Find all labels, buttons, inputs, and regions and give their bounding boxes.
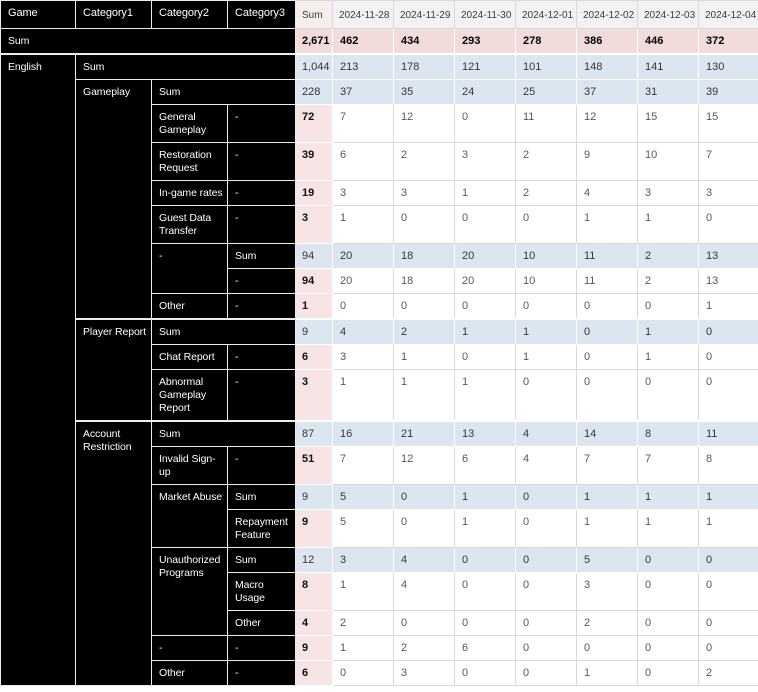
row-label-dash: - (152, 244, 228, 294)
row-label-market-abuse: Market Abuse (152, 485, 228, 548)
value-cell: 12 (394, 105, 455, 143)
row-label-dash: - (228, 206, 296, 244)
value-cell: 101 (516, 54, 577, 80)
value-cell: 0 (516, 611, 577, 636)
sum-cell: 39 (296, 143, 333, 181)
value-cell: 2 (638, 244, 699, 269)
sum-cell: 3 (296, 206, 333, 244)
row-label-sum: Sum (152, 421, 296, 447)
value-cell: 1 (699, 510, 758, 548)
value-cell: 14 (577, 421, 638, 447)
value-cell: 13 (455, 421, 516, 447)
row-label-restoration-request: Restoration Request (152, 143, 228, 181)
table-row (1, 54, 758, 80)
col-header-date-2024-12-02: 2024-12-02 (577, 1, 638, 29)
value-cell: 20 (455, 269, 516, 294)
value-cell: 4 (333, 319, 394, 345)
value-cell: 1 (638, 206, 699, 244)
value-cell: 2 (394, 319, 455, 345)
value-cell: 3 (699, 181, 758, 206)
row-label-dash: - (228, 269, 296, 294)
row-label-dash: - (152, 636, 228, 661)
value-cell: 148 (577, 54, 638, 80)
value-cell: 35 (394, 80, 455, 105)
value-cell: 1 (394, 345, 455, 370)
row-label-dash: - (228, 636, 296, 661)
value-cell: 11 (699, 421, 758, 447)
row-label-guest-data-transfer: Guest Data Transfer (152, 206, 228, 244)
value-cell: 8 (638, 421, 699, 447)
value-cell: 20 (333, 244, 394, 269)
value-cell: 0 (455, 206, 516, 244)
value-cell: 4 (516, 447, 577, 485)
value-cell: 0 (516, 485, 577, 510)
value-cell: 0 (699, 370, 758, 422)
sum-cell: 3 (296, 370, 333, 422)
value-cell: 0 (394, 510, 455, 548)
value-cell: 25 (516, 80, 577, 105)
value-cell: 1 (333, 370, 394, 422)
value-cell: 37 (333, 80, 394, 105)
value-cell: 0 (394, 611, 455, 636)
value-cell: 2 (394, 636, 455, 661)
value-cell: 37 (577, 80, 638, 105)
value-cell: 0 (455, 548, 516, 573)
value-cell: 7 (333, 105, 394, 143)
value-cell: 5 (333, 510, 394, 548)
value-cell: 3 (638, 181, 699, 206)
value-cell: 0 (394, 206, 455, 244)
value-cell: 15 (638, 105, 699, 143)
row-label-dash: - (228, 661, 296, 686)
value-cell: 1 (516, 319, 577, 345)
value-cell: 4 (394, 548, 455, 573)
row-label-dash: - (228, 447, 296, 485)
col-header-date-2024-12-04: 2024-12-04 (699, 1, 758, 29)
sum-cell: 94 (296, 269, 333, 294)
value-cell: 1 (638, 345, 699, 370)
value-cell: 278 (516, 29, 577, 55)
sum-cell: 9 (296, 636, 333, 661)
row-label-account-restriction: Account Restriction (76, 421, 152, 686)
sum-cell: 9 (296, 510, 333, 548)
value-cell: 1 (455, 510, 516, 548)
value-cell: 0 (455, 611, 516, 636)
row-label-dash: - (228, 345, 296, 370)
row-label-other: Other (152, 661, 228, 686)
value-cell: 293 (455, 29, 516, 55)
value-cell: 3 (394, 181, 455, 206)
value-cell: 2 (638, 269, 699, 294)
sum-cell: 51 (296, 447, 333, 485)
value-cell: 0 (333, 661, 394, 686)
value-cell: 11 (577, 244, 638, 269)
value-cell: 7 (699, 143, 758, 181)
value-cell: 1 (638, 510, 699, 548)
value-cell: 4 (577, 181, 638, 206)
value-cell: 0 (577, 345, 638, 370)
row-label-dash: - (228, 294, 296, 320)
value-cell: 16 (333, 421, 394, 447)
value-cell: 0 (638, 661, 699, 686)
value-cell: 4 (516, 421, 577, 447)
value-cell: 9 (577, 143, 638, 181)
value-cell: 0 (577, 636, 638, 661)
value-cell: 0 (394, 294, 455, 320)
value-cell: 0 (455, 573, 516, 611)
value-cell: 21 (394, 421, 455, 447)
value-cell: 1 (699, 294, 758, 320)
row-label-sum: Sum (228, 485, 296, 510)
value-cell: 0 (699, 548, 758, 573)
value-cell: 20 (333, 269, 394, 294)
row-label-player-report: Player Report (76, 319, 152, 421)
value-cell: 3 (333, 181, 394, 206)
row-label-invalid-sign-up: Invalid Sign-up (152, 447, 228, 485)
sum-cell: 4 (296, 611, 333, 636)
value-cell: 5 (577, 548, 638, 573)
col-header-date-2024-12-03: 2024-12-03 (638, 1, 699, 29)
col-header-sum: Sum (296, 1, 333, 29)
value-cell: 0 (516, 573, 577, 611)
value-cell: 3 (577, 573, 638, 611)
row-label-english: English (1, 54, 76, 686)
value-cell: 462 (333, 29, 394, 55)
row-label-in-game-rates: In-game rates (152, 181, 228, 206)
sum-cell: 9 (296, 485, 333, 510)
col-header-date-2024-11-28: 2024-11-28 (333, 1, 394, 29)
row-label-sum: Sum (152, 80, 296, 105)
value-cell: 2 (516, 143, 577, 181)
sum-cell: 8 (296, 573, 333, 611)
value-cell: 0 (638, 611, 699, 636)
col-header-date-2024-11-30: 2024-11-30 (455, 1, 516, 29)
value-cell: 1 (699, 485, 758, 510)
value-cell: 13 (699, 244, 758, 269)
value-cell: 4 (394, 573, 455, 611)
value-cell: 13 (699, 269, 758, 294)
value-cell: 0 (577, 370, 638, 422)
sum-cell: 94 (296, 244, 333, 269)
value-cell: 0 (638, 573, 699, 611)
sum-cell: 9 (296, 319, 333, 345)
value-cell: 1 (577, 206, 638, 244)
row-label-sum: Sum (76, 54, 296, 80)
value-cell: 0 (516, 661, 577, 686)
col-header-date-2024-12-01: 2024-12-01 (516, 1, 577, 29)
value-cell: 12 (577, 105, 638, 143)
value-cell: 0 (516, 206, 577, 244)
value-cell: 15 (699, 105, 758, 143)
value-cell: 1 (577, 485, 638, 510)
value-cell: 11 (577, 269, 638, 294)
col-header-category3: Category3 (228, 1, 296, 29)
value-cell: 1 (455, 181, 516, 206)
value-cell: 1 (455, 319, 516, 345)
value-cell: 6 (333, 143, 394, 181)
value-cell: 10 (638, 143, 699, 181)
row-label-macro-usage: Macro Usage (228, 573, 296, 611)
value-cell: 1 (333, 206, 394, 244)
value-cell: 0 (699, 611, 758, 636)
value-cell: 7 (638, 447, 699, 485)
value-cell: 372 (699, 29, 758, 55)
row-label-sum: Sum (1, 29, 296, 55)
value-cell: 10 (516, 269, 577, 294)
sum-cell: 87 (296, 421, 333, 447)
row-label-sum: Sum (152, 319, 296, 345)
row-label-abnormal-gameplay-report: Abnormal Gameplay Report (152, 370, 228, 422)
value-cell: 0 (638, 294, 699, 320)
value-cell: 5 (333, 485, 394, 510)
value-cell: 39 (699, 80, 758, 105)
value-cell: 20 (455, 244, 516, 269)
table-row (1, 319, 758, 345)
value-cell: 0 (638, 636, 699, 661)
value-cell: 121 (455, 54, 516, 80)
value-cell: 1 (455, 370, 516, 422)
value-cell: 2 (577, 611, 638, 636)
value-cell: 3 (455, 143, 516, 181)
sum-cell: 12 (296, 548, 333, 573)
value-cell: 18 (394, 269, 455, 294)
row-label-sum: Sum (228, 244, 296, 269)
value-cell: 6 (455, 447, 516, 485)
col-header-category1: Category1 (76, 1, 152, 29)
value-cell: 0 (699, 319, 758, 345)
col-header-game: Game (1, 1, 76, 29)
table-row (1, 421, 758, 447)
row-label-general-gameplay: General Gameplay (152, 105, 228, 143)
row-label-other: Other (228, 611, 296, 636)
value-cell: 434 (394, 29, 455, 55)
value-cell: 213 (333, 54, 394, 80)
value-cell: 1 (516, 345, 577, 370)
table-row (1, 80, 758, 105)
col-header-date-2024-11-29: 2024-11-29 (394, 1, 455, 29)
value-cell: 3 (333, 345, 394, 370)
value-cell: 446 (638, 29, 699, 55)
table-body (1, 29, 758, 686)
sum-cell: 72 (296, 105, 333, 143)
value-cell: 1 (577, 661, 638, 686)
value-cell: 0 (699, 345, 758, 370)
value-cell: 2 (333, 611, 394, 636)
value-cell: 0 (394, 485, 455, 510)
value-cell: 11 (516, 105, 577, 143)
sum-cell: 6 (296, 661, 333, 686)
value-cell: 1 (333, 636, 394, 661)
value-cell: 2 (394, 143, 455, 181)
row-label-gameplay: Gameplay (76, 80, 152, 320)
value-cell: 6 (455, 636, 516, 661)
value-cell: 10 (516, 244, 577, 269)
value-cell: 0 (577, 319, 638, 345)
value-cell: 3 (333, 548, 394, 573)
value-cell: 0 (516, 548, 577, 573)
sum-cell: 6 (296, 345, 333, 370)
value-cell: 0 (516, 294, 577, 320)
value-cell: 2 (516, 181, 577, 206)
row-label-unauthorized-programs: Unauthorized Programs (152, 548, 228, 636)
col-header-category2: Category2 (152, 1, 228, 29)
sum-cell: 1,044 (296, 54, 333, 80)
header-row (1, 1, 758, 29)
value-cell: 1 (577, 510, 638, 548)
value-cell: 12 (394, 447, 455, 485)
value-cell: 0 (516, 510, 577, 548)
value-cell: 0 (638, 548, 699, 573)
value-cell: 31 (638, 80, 699, 105)
value-cell: 0 (516, 370, 577, 422)
value-cell: 7 (333, 447, 394, 485)
value-cell: 0 (638, 370, 699, 422)
sum-cell: 2,671 (296, 29, 333, 55)
sum-cell: 1 (296, 294, 333, 320)
value-cell: 1 (333, 573, 394, 611)
value-cell: 0 (333, 294, 394, 320)
value-cell: 3 (394, 661, 455, 686)
value-cell: 0 (455, 661, 516, 686)
value-cell: 24 (455, 80, 516, 105)
value-cell: 1 (638, 319, 699, 345)
value-cell: 0 (455, 294, 516, 320)
row-label-chat-report: Chat Report (152, 345, 228, 370)
value-cell: 141 (638, 54, 699, 80)
row-label-sum: Sum (228, 548, 296, 573)
sum-cell: 19 (296, 181, 333, 206)
value-cell: 7 (577, 447, 638, 485)
value-cell: 178 (394, 54, 455, 80)
sum-cell: 228 (296, 80, 333, 105)
value-cell: 0 (699, 206, 758, 244)
value-cell: 0 (699, 573, 758, 611)
value-cell: 18 (394, 244, 455, 269)
value-cell: 0 (516, 636, 577, 661)
row-label-other: Other (152, 294, 228, 320)
value-cell: 1 (394, 370, 455, 422)
row-label-dash: - (228, 105, 296, 143)
value-cell: 0 (455, 345, 516, 370)
value-cell: 0 (455, 105, 516, 143)
value-cell: 386 (577, 29, 638, 55)
row-label-repayment-feature: Repayment Feature (228, 510, 296, 548)
value-cell: 1 (638, 485, 699, 510)
table-row (1, 29, 758, 55)
value-cell: 0 (699, 636, 758, 661)
value-cell: 2 (699, 661, 758, 686)
row-label-dash: - (228, 143, 296, 181)
row-label-dash: - (228, 370, 296, 422)
value-cell: 0 (577, 294, 638, 320)
value-cell: 1 (455, 485, 516, 510)
row-label-dash: - (228, 181, 296, 206)
value-cell: 8 (699, 447, 758, 485)
value-cell: 130 (699, 54, 758, 80)
